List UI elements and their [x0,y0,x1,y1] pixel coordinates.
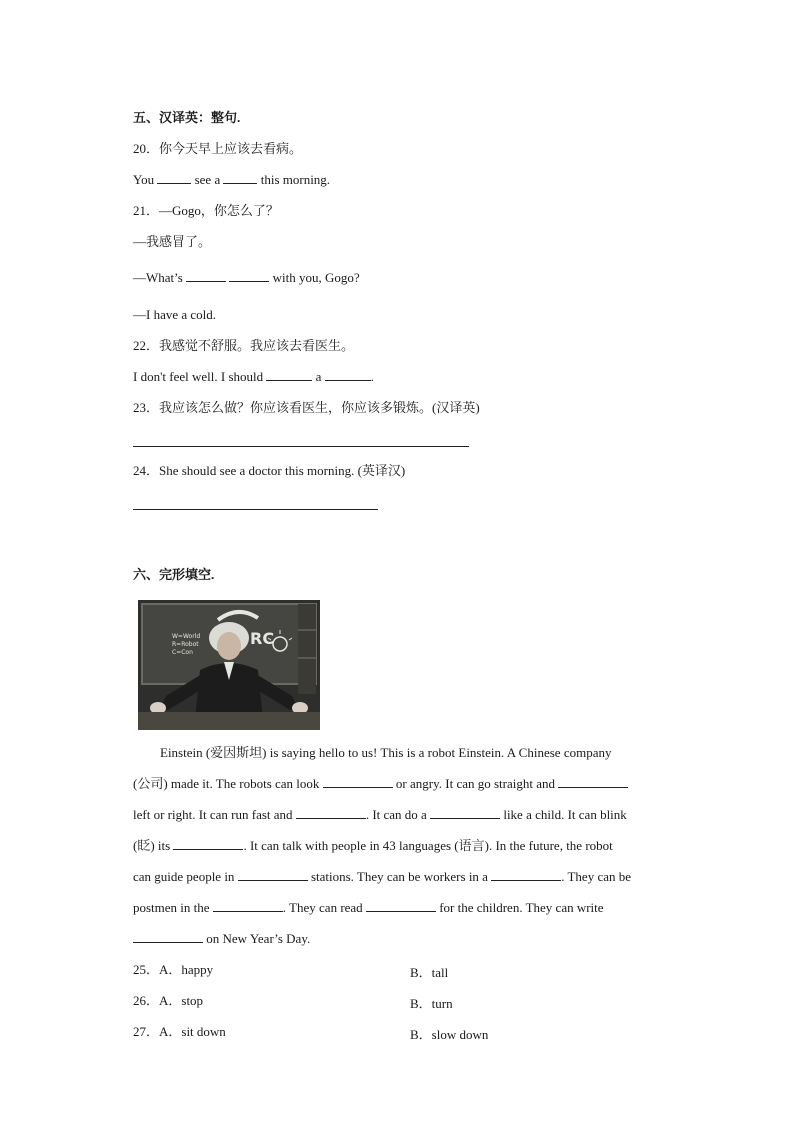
passage-text: left or right. It can run fast and [133,807,293,822]
q21-blank-1[interactable] [186,270,226,282]
passage-text: . They can read [282,900,363,915]
q20-text-b: see a [194,172,221,187]
q22-text-c: . [370,369,374,384]
q21-chinese-2: —我感冒了。 [133,234,212,249]
passage-line-5 [133,861,663,892]
passage-text: on New Year’s Day. [206,931,311,946]
q24-answer-line[interactable] [133,509,378,510]
passage-line-2 [133,768,663,799]
option-26-a[interactable]: 26．A．stop [133,993,204,1008]
q21-text-b: with you, Gogo? [272,270,360,285]
q20-text-a: You [133,172,155,187]
passage-text: or angry. It can go straight and [395,776,556,791]
passage-text: . They can be [561,869,632,884]
board-text-2: R=Robot [172,641,199,648]
section-6-heading: 六、完形填空. [133,567,215,582]
option-25-a[interactable]: 25．A．happy [133,962,214,977]
passage-line-3 [133,799,663,830]
passage-line-6 [133,892,663,923]
blank-31[interactable] [491,869,561,881]
blank-30[interactable] [238,869,308,881]
passage-text: . It can do a [365,807,427,822]
blank-32[interactable] [213,900,283,912]
passage-text: like a child. It can blink [503,807,627,822]
q20-chinese: 20．你今天早上应该去看病。 [133,141,303,156]
passage-text: . It can talk with people in 43 languages (语言). In the future, the robot [243,838,613,853]
q22-english [133,369,374,385]
passage-text: postmen in the [133,900,210,915]
blank-28[interactable] [430,807,500,819]
passage-text: for the children. They can write [439,900,604,915]
cloze-passage [133,737,663,954]
blank-26[interactable] [558,776,628,788]
passage-text: (眨) its [133,838,171,853]
einstein-robot-photo [138,600,320,730]
passage-line-1: Einstein (爱因斯坦) is saying hello to us! This is a robot Einstein. A Chinese company [160,745,612,760]
section-5-heading: 五、汉译英：整句. [133,110,241,125]
passage-text: can guide people in [133,869,235,884]
q21-english-1 [133,270,360,286]
q22-blank-2[interactable] [325,369,371,381]
passage-line-4 [133,830,663,861]
q20-blank-1[interactable] [157,172,191,184]
passage-line-7 [133,923,663,954]
blank-34[interactable] [133,931,203,943]
einstein-robot-illustration [138,600,320,730]
option-27-a[interactable]: 27．A．sit down [133,1024,226,1039]
blank-33[interactable] [366,900,436,912]
blank-29[interactable] [173,838,243,850]
option-25-b[interactable]: B．tall [410,965,449,980]
q21-blank-2[interactable] [229,270,269,282]
option-27-b[interactable]: B．slow down [410,1027,489,1042]
blank-27[interactable] [296,807,366,819]
q22-text-b: a [315,369,322,384]
option-26-b[interactable]: B．turn [410,996,453,1011]
q20-text-c: this morning. [260,172,331,187]
passage-text: (公司) made it. The robots can look [133,776,320,791]
board-logo: RC [250,629,275,648]
q21-chinese-1: 21．—Gogo，你怎么了？ [133,203,279,218]
q20-blank-2[interactable] [223,172,257,184]
blank-25[interactable] [323,776,393,788]
q20-english [133,172,330,188]
q21-text-a: —What’s [133,270,183,285]
q22-chinese: 22．我感觉不舒服。我应该去看医生。 [133,338,355,353]
board-text-1: W=World [172,633,201,640]
q23-answer-line[interactable] [133,446,469,447]
q24-english: 24．She should see a doctor this morning. (英译汉) [133,463,406,478]
board-text-3: C=Con [172,649,193,656]
q22-text-a: I don't feel well. I should [133,369,264,384]
q21-english-2: —I have a cold. [133,307,217,322]
passage-text: stations. They can be workers in a [310,869,488,884]
q22-blank-1[interactable] [266,369,312,381]
q23-chinese: 23．我应该怎么做？你应该看医生，你应该多锻炼。(汉译英) [133,400,480,415]
